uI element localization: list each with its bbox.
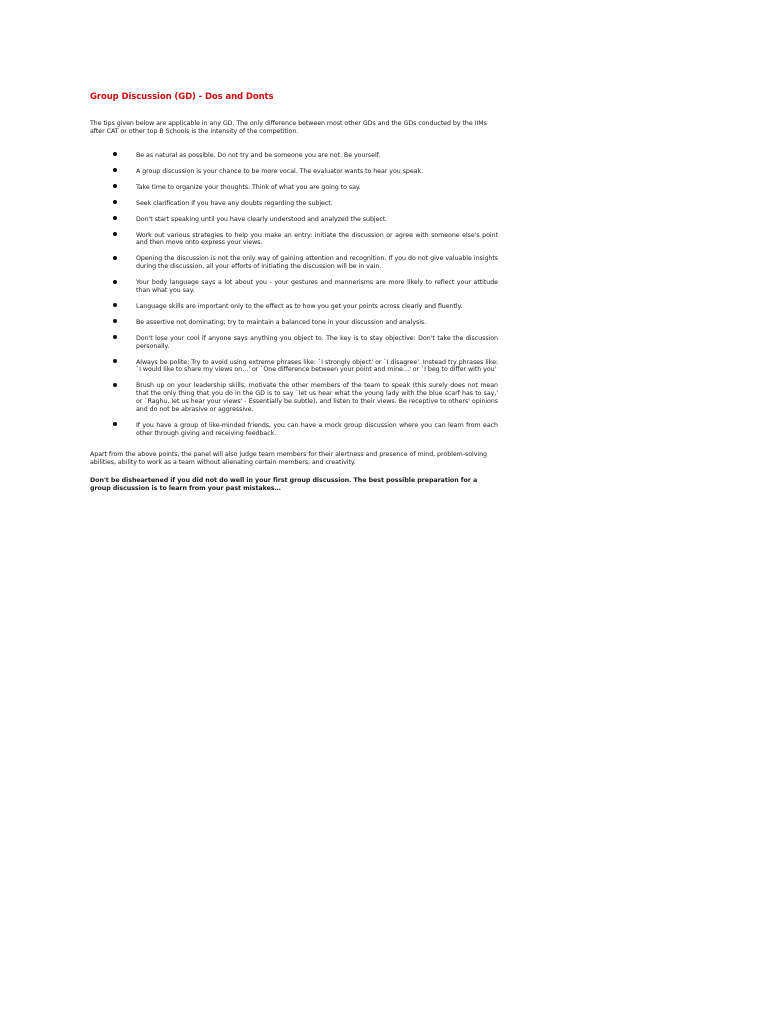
bullet-icon	[113, 232, 117, 236]
list-item	[136, 279, 498, 295]
list-item-text: A group discussion is your chance to be more vocal. The evaluator wants to hear you speak.	[136, 167, 424, 175]
list-item	[136, 319, 498, 327]
list-item-text: Brush up on your leadership skills; motivate the other members of the team to speak (this surely does not mean that the only thing that you do in the GD is to say `let us hear what the young lady with the blue scarf has to say,' or `Raghu, let us hear your views' - Essentially be subtle), and listen to their views. Be receptive to others' opinions and do not be abrasive or aggressive.	[136, 382, 498, 413]
bullet-icon	[113, 303, 117, 307]
list-item-text: Take time to organize your thoughts. Think of what you are going to say.	[136, 183, 361, 191]
intro-paragraph: The tips given below are applicable in any GD. The only difference between most other GDs and the GDs conducted by the IIMs after CAT or other top B Schools is the intensity of the competition.	[90, 120, 487, 135]
list-item	[136, 303, 498, 311]
list-item-text: Don't start speaking until you have clearly understood and analyzed the subject.	[136, 215, 388, 223]
list-item-text: If you have a group of like-minded friends, you can have a mock group discussion where you can learn from each other through giving and receiving feedback.	[136, 421, 498, 437]
page-title: Group Discussion (GD) - Dos and Donts	[90, 92, 274, 102]
list-item	[136, 255, 498, 271]
bullet-icon	[113, 200, 117, 204]
list-item-text: Always be polite: Try to avoid using extreme phrases like: `I strongly object' or `I disagree'. Instead try phrases like: `I would like to share my views on…' or `One difference between your point and mine…' or `I beg to differ with you'	[136, 358, 498, 374]
bullet-icon	[113, 335, 117, 339]
document-page	[90, 92, 498, 493]
list-item	[136, 184, 498, 192]
bullet-icon	[113, 216, 117, 220]
bullet-icon	[113, 319, 117, 323]
bullet-icon	[113, 168, 117, 172]
list-item	[136, 200, 498, 208]
bullet-icon	[113, 152, 117, 156]
list-item-text: Work out various strategies to help you make an entry: initiate the discussion or agree with someone else's point and then move onto express your views.	[136, 231, 498, 247]
list-item	[136, 152, 498, 160]
list-item-text: Seek clarification if you have any doubts regarding the subject.	[136, 199, 333, 207]
summary-paragraph: Apart from the above points, the panel will also judge team members for their alertness and presence of mind, problem-solving abilities, ability to work as a team without alienating certain members, and creativity.	[90, 451, 487, 467]
tips-list	[90, 152, 498, 438]
list-item-text: Be assertive not dominating; try to maintain a balanced tone in your discussion and analysis.	[136, 318, 427, 326]
list-item	[136, 335, 498, 351]
list-item	[136, 216, 498, 224]
bullet-icon	[113, 359, 117, 363]
list-item	[136, 422, 498, 438]
bullet-icon	[113, 422, 117, 426]
bullet-icon	[113, 256, 117, 260]
list-item-text: Language skills are important only to the effect as to how you get your points across clearly and fluently.	[136, 302, 463, 310]
list-item	[136, 382, 498, 413]
list-item-text: Your body language says a lot about you - your gestures and mannerisms are more likely to reflect your attitude than what you say.	[136, 279, 498, 294]
list-item-text: Don't lose your cool if anyone says anything you object to. The key is to stay objective: Don't take the discussion personally.	[136, 334, 498, 350]
bullet-icon	[113, 184, 117, 188]
list-item	[136, 168, 498, 176]
list-item	[136, 359, 498, 375]
list-item-text: Be as natural as possible. Do not try and be someone you are not. Be yourself.	[136, 151, 381, 159]
bullet-icon	[113, 383, 117, 387]
bullet-icon	[113, 280, 117, 284]
list-item-text: Opening the discussion is not the only way of gaining attention and recognition. If you do not give valuable insights during the discussion, all your efforts of initiating the discussion will be in vain.	[136, 255, 498, 271]
closing-paragraph: Don't be disheartened if you did not do well in your first group discussion. The best possible preparation for a group discussion is to learn from your past mistakes…	[90, 476, 478, 492]
list-item	[136, 232, 498, 248]
